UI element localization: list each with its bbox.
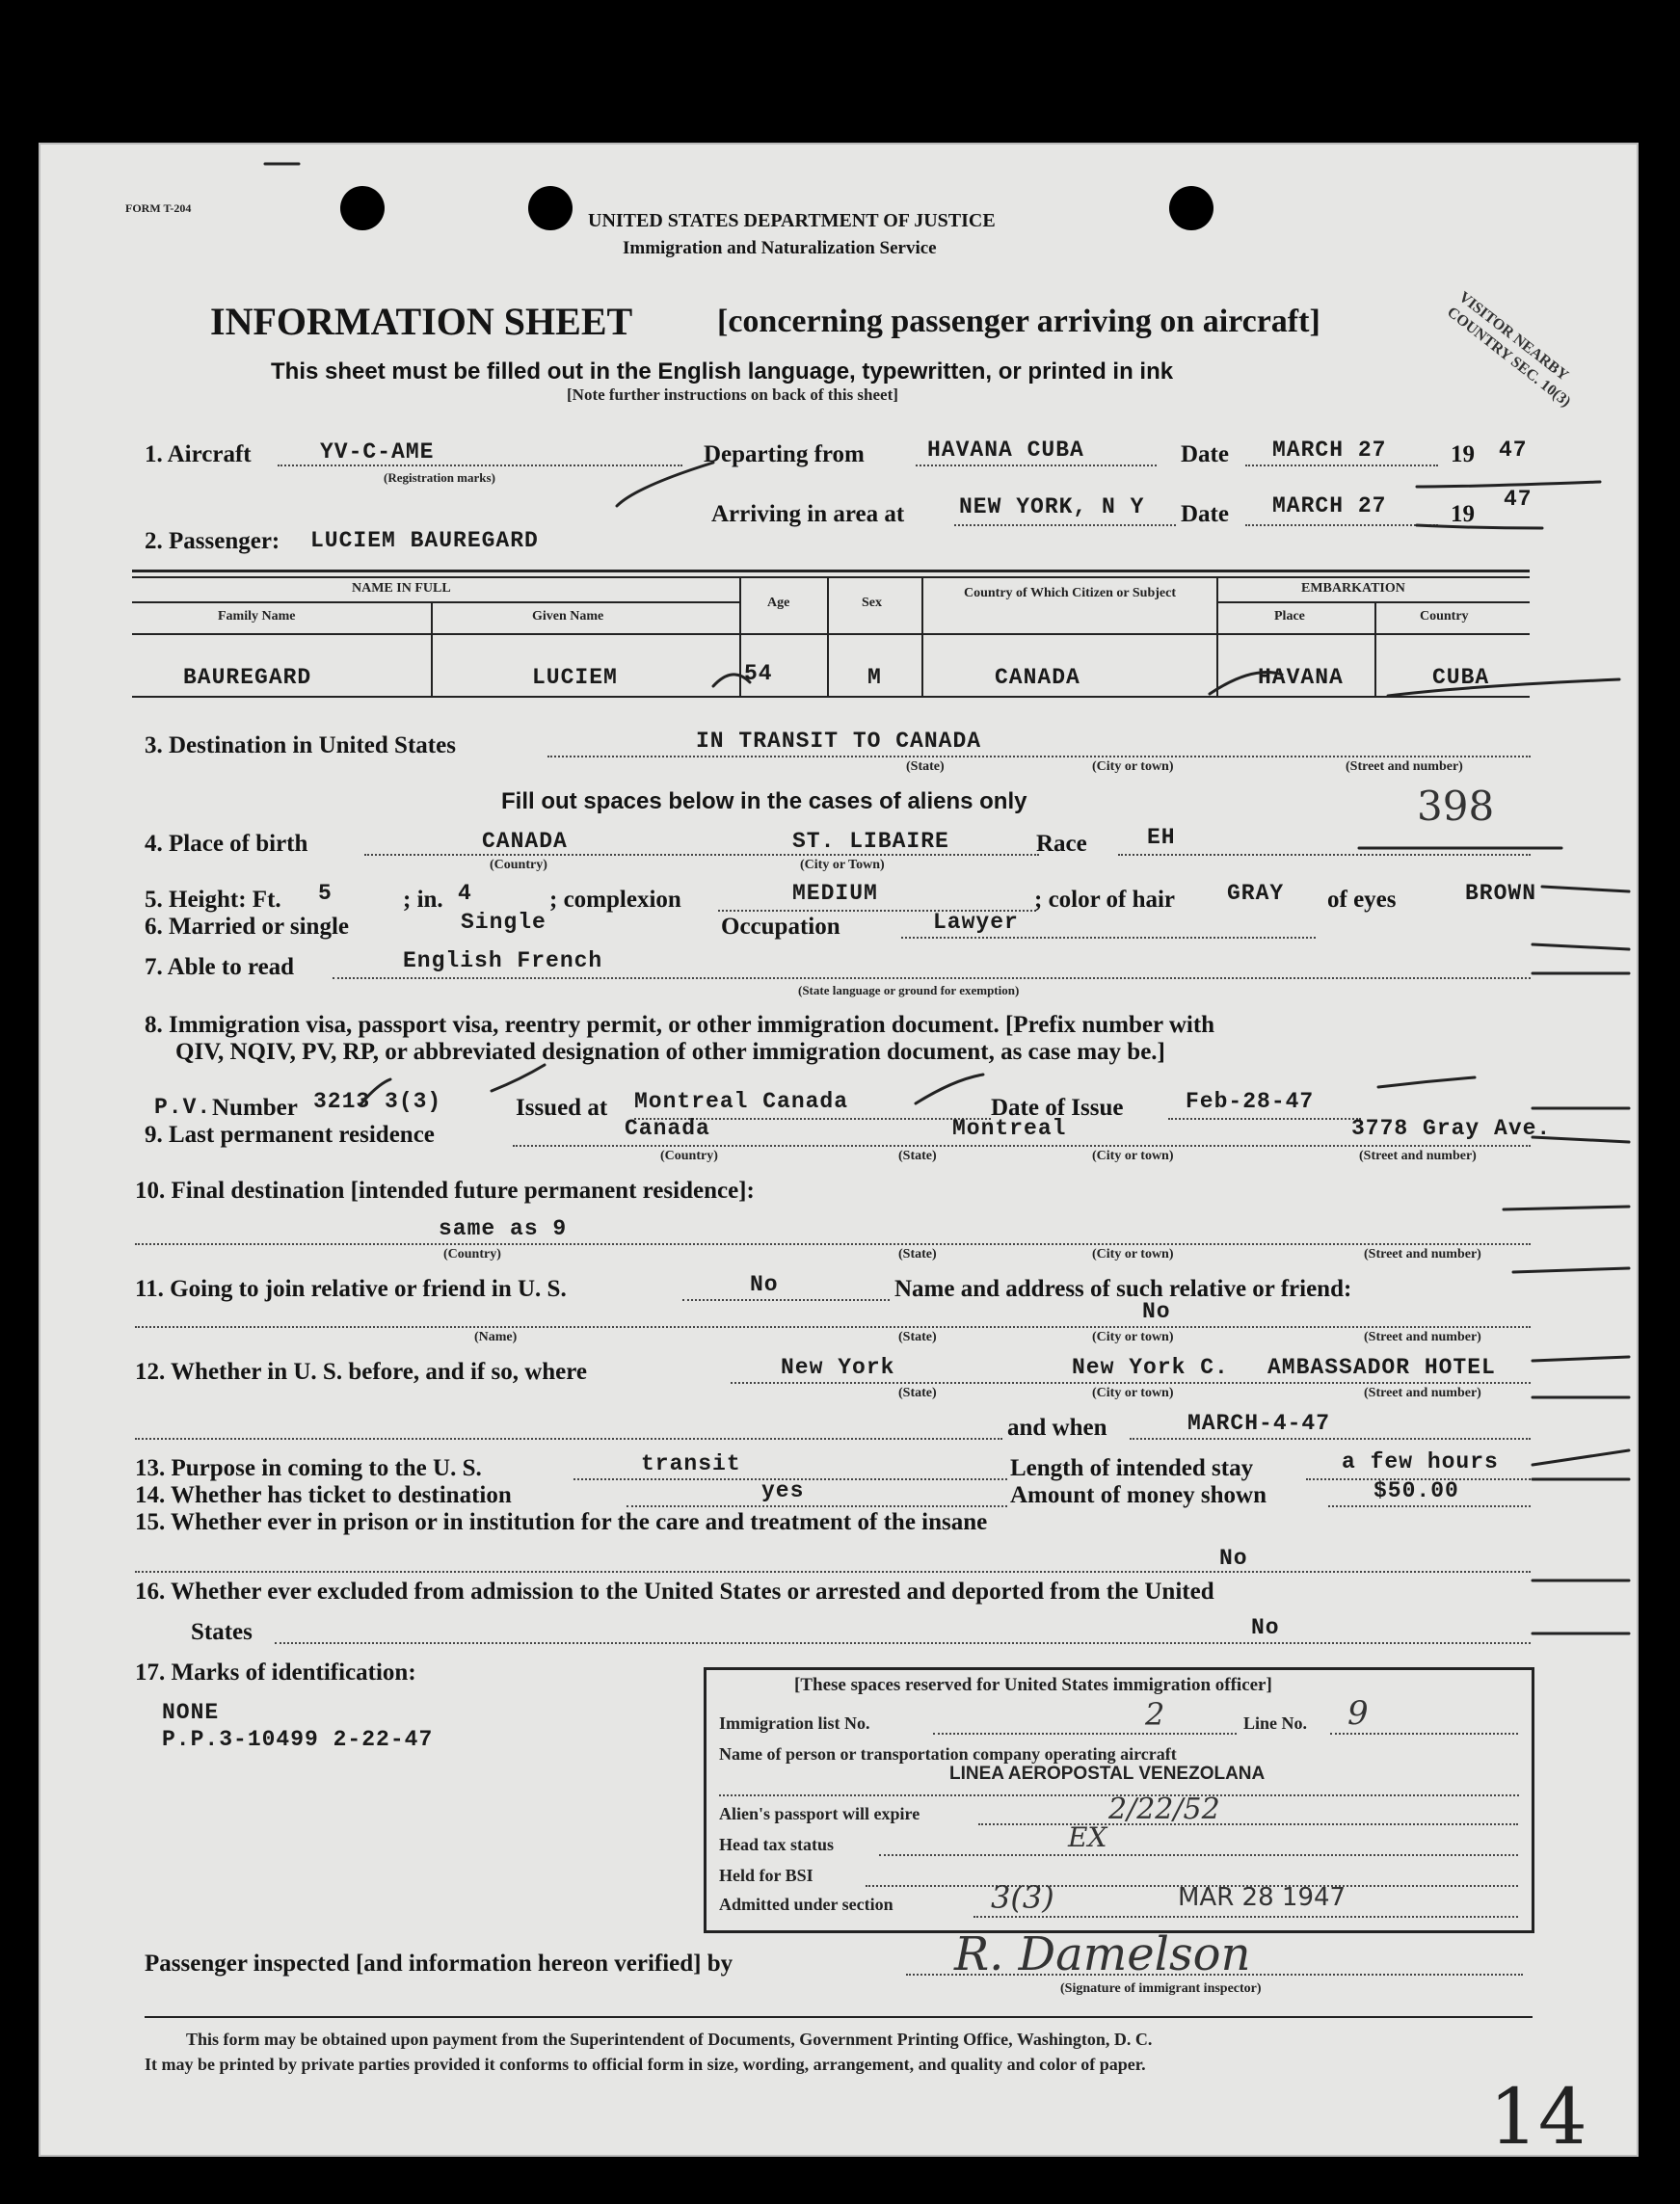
emb-place-value: HAVANA [1258, 665, 1344, 690]
hair-label: ; color of hair [1034, 887, 1176, 913]
form-count-value: 398 [1417, 783, 1495, 830]
money-value: $50.00 [1373, 1478, 1459, 1503]
doc-number-value: 3213 3(3) [313, 1089, 442, 1114]
agency-title: UNITED STATES DEPARTMENT OF JUSTICE [588, 210, 996, 231]
family-name-value: BAUREGARD [183, 665, 312, 690]
read-label: 7. Able to read [145, 954, 295, 980]
age-value: 54 [744, 661, 773, 686]
join-value: No [750, 1272, 779, 1297]
page-title: INFORMATION SHEET [210, 300, 633, 343]
birth-label: 4. Place of birth [145, 831, 308, 857]
service-title: Immigration and Naturalization Service [623, 238, 937, 258]
admitted-label: Admitted under section [719, 1895, 893, 1914]
page-number: 14 [1489, 2072, 1587, 2162]
doc-prefix-value: P.V. [154, 1095, 212, 1120]
number-label: Number [212, 1095, 298, 1121]
birth-country-value: CANADA [482, 829, 568, 854]
excluded-label-1: 16. Whether ever excluded from admission to the United States or arrested and deported from the United [135, 1579, 1214, 1605]
sex-value: M [867, 665, 882, 690]
embarkation-header: EMBARKATION [1301, 581, 1405, 596]
excluded-label-2: States [191, 1619, 253, 1645]
prev-city-value: New York C. [1072, 1355, 1229, 1380]
head-tax-value: EX [1068, 1821, 1107, 1853]
country-caption-9: (Country) [660, 1149, 718, 1163]
visa-label-2: QIV, NQIV, PV, RP, or abbreviated designation of other immigration document, as case may be.] [175, 1039, 1165, 1065]
name-addr-label: Name and address of such relative or friend: [894, 1276, 1352, 1302]
stay-value: a few hours [1342, 1449, 1499, 1474]
marks-value-2: P.P.3-10499 2-22-47 [162, 1727, 434, 1752]
head-tax-label: Head tax status [719, 1835, 835, 1854]
officer-box-title: [These spaces reserved for United States immigration officer] [794, 1675, 1272, 1695]
emb-country-value: CUBA [1432, 665, 1490, 690]
held-bsi-label: Held for BSI [719, 1866, 813, 1885]
marital-value: Single [461, 910, 547, 935]
footer-line-1: This form may be obtained upon payment from the Superintendent of Documents, Government Printing Office, Washington, D. C. [186, 2030, 1153, 2049]
state-caption-12: (State) [898, 1386, 937, 1400]
form-number: FORM T-204 [125, 201, 192, 215]
name-caption-11: (Name) [474, 1330, 518, 1344]
res-country-value: Canada [625, 1116, 710, 1141]
state-caption-10: (State) [898, 1247, 937, 1261]
city-caption-11: (City or town) [1092, 1330, 1174, 1344]
place-header: Place [1274, 609, 1305, 624]
prison-label: 15. Whether ever in prison or in institution for the care and treatment of the insane [135, 1509, 988, 1535]
final-dest-label: 10. Final destination [intended future permanent residence]: [135, 1178, 755, 1204]
street-caption-10: (Street and number) [1364, 1247, 1481, 1261]
arriving-value: NEW YORK, N Y [959, 494, 1145, 519]
visitor-stamp: VISITOR NEARBY COUNTRY SEC. 10(3) [1443, 288, 1574, 411]
state-caption-9: (State) [898, 1149, 937, 1163]
departing-value: HAVANA CUBA [927, 438, 1084, 463]
ticket-value: yes [761, 1478, 805, 1503]
eyes-label: of eyes [1327, 887, 1397, 913]
expire-value: 2/22/52 [1108, 1792, 1220, 1826]
prev-street-value: AMBASSADOR HOTEL [1267, 1355, 1496, 1380]
marks-label: 17. Marks of identification: [135, 1660, 416, 1686]
city-caption-12: (City or town) [1092, 1386, 1174, 1400]
imm-list-value: 2 [1145, 1696, 1165, 1733]
citizen-header: Country of Which Citizen or Subject [964, 586, 1176, 600]
age-header: Age [767, 596, 790, 610]
passport-expire-label: Alien's passport will expire [719, 1804, 920, 1823]
length-label: Length of intended stay [1010, 1455, 1254, 1481]
purpose-value: transit [641, 1451, 741, 1476]
city-caption-9: (City or town) [1092, 1149, 1174, 1163]
year-prefix-1: 19 [1451, 441, 1475, 467]
instruction-note: [Note further instructions on back of this sheet] [567, 385, 898, 404]
aliens-only-heading: Fill out spaces below in the cases of aliens only [501, 788, 1027, 814]
operator-value: LINEA AEROPOSTAL VENEZOLANA [949, 1764, 1266, 1784]
line-no-label: Line No. [1243, 1713, 1308, 1733]
line-no-value: 9 [1347, 1694, 1369, 1733]
date-label-2: Date [1181, 501, 1229, 527]
admit-date-stamp: MAR 28 1947 [1178, 1883, 1347, 1912]
purpose-label: 13. Purpose in coming to the U. S. [135, 1455, 482, 1481]
depart-year-value: 47 [1499, 438, 1528, 463]
final-dest-value: same as 9 [439, 1216, 568, 1241]
inch-label: ; in. [403, 887, 443, 913]
date-issue-label: Date of Issue [991, 1095, 1124, 1121]
eyes-value: BROWN [1465, 881, 1537, 906]
citizen-value: CANADA [995, 665, 1080, 690]
given-name-value: LUCIEM [532, 665, 618, 690]
in-us-label: 12. Whether in U. S. before, and if so, where [135, 1359, 587, 1385]
imm-list-label: Immigration list No. [719, 1713, 870, 1733]
footer-line-2: It may be printed by private parties provided it conforms to official form in size, wording, arrangement, and quality and color of paper. [145, 2055, 1146, 2074]
aircraft-label: 1. Aircraft [145, 441, 252, 467]
date-issue-value: Feb-28-47 [1186, 1089, 1315, 1114]
date-label-1: Date [1181, 441, 1229, 467]
money-label: Amount of money shown [1010, 1482, 1267, 1508]
occupation-label: Occupation [721, 914, 840, 940]
country-header: Country [1420, 609, 1469, 624]
prison-value: No [1219, 1546, 1248, 1571]
page-subtitle: [concerning passenger arriving on aircraft] [717, 304, 1320, 339]
height-label: 5. Height: Ft. [145, 887, 281, 913]
arrive-year-value: 47 [1504, 487, 1533, 512]
reg-marks-caption: (Registration marks) [384, 470, 495, 485]
issued-at-value: Montreal Canada [634, 1089, 849, 1114]
signature-caption: (Signature of immigrant inspector) [1060, 1981, 1262, 1996]
birth-city-value: ST. LIBAIRE [792, 829, 949, 854]
departing-label: Departing from [704, 441, 865, 467]
race-label: Race [1036, 831, 1087, 857]
passenger-label: 2. Passenger: [145, 528, 280, 554]
read-caption: (State language or ground for exemption) [798, 983, 1020, 997]
given-name-header: Given Name [532, 609, 604, 624]
year-prefix-2: 19 [1451, 501, 1475, 527]
aircraft-value: YV-C-AME [320, 439, 435, 465]
destination-value: IN TRANSIT TO CANADA [696, 729, 982, 754]
hair-value: GRAY [1227, 881, 1285, 906]
residence-label: 9. Last permanent residence [145, 1122, 435, 1148]
street-caption-12: (Street and number) [1364, 1386, 1481, 1400]
city-caption: (City or town) [1092, 759, 1174, 774]
join-label: 11. Going to join relative or friend in U. S. [135, 1276, 567, 1302]
and-when-label: and when [1007, 1415, 1107, 1441]
inspected-label: Passenger inspected [and information hereon verified] by [145, 1951, 733, 1977]
arriving-label: Arriving in area at [711, 501, 905, 527]
prev-state-value: New York [781, 1355, 895, 1380]
issued-at-label: Issued at [516, 1095, 608, 1121]
country-caption-4: (Country) [490, 858, 547, 872]
friend-value: No [1142, 1299, 1171, 1324]
sex-header: Sex [862, 596, 882, 610]
city-caption-10: (City or town) [1092, 1247, 1174, 1261]
complexion-value: MEDIUM [792, 881, 878, 906]
prev-when-value: MARCH-4-47 [1187, 1411, 1331, 1436]
height-in-value: 4 [458, 881, 472, 906]
destination-label: 3. Destination in United States [145, 732, 456, 758]
street-caption-9: (Street and number) [1359, 1149, 1477, 1163]
country-caption-10: (Country) [443, 1247, 501, 1261]
occupation-value: Lawyer [933, 910, 1019, 935]
passenger-value: LUCIEM BAUREGARD [310, 528, 539, 553]
family-name-header: Family Name [218, 609, 296, 624]
race-value: EH [1147, 825, 1176, 850]
street-caption-11: (Street and number) [1364, 1330, 1481, 1344]
street-caption: (Street and number) [1346, 759, 1463, 774]
operator-label: Name of person or transportation company operating aircraft [719, 1744, 1177, 1764]
name-in-full-header: NAME IN FULL [352, 581, 451, 596]
instruction-text: This sheet must be filled out in the English language, typewritten, or printed in ink [271, 358, 1174, 385]
state-caption: (State) [906, 759, 945, 774]
visa-label-1: 8. Immigration visa, passport visa, reentry permit, or other immigration document. [Prefix number with [145, 1012, 1215, 1038]
excluded-value: No [1251, 1615, 1280, 1640]
ticket-label: 14. Whether has ticket to destination [135, 1482, 512, 1508]
inspector-signature: R. Damelson [954, 1927, 1251, 1981]
city-town-caption-4: (City or Town) [800, 858, 885, 872]
section-value: 3(3) [991, 1879, 1054, 1916]
height-ft-value: 5 [318, 881, 333, 906]
read-value: English French [403, 948, 603, 973]
marks-value-1: NONE [162, 1700, 220, 1725]
state-caption-11: (State) [898, 1330, 937, 1344]
res-city-value: Montreal [952, 1116, 1067, 1141]
depart-date-value: MARCH 27 [1272, 438, 1387, 463]
complexion-label: ; complexion [549, 887, 681, 913]
arrive-date-value: MARCH 27 [1272, 493, 1387, 518]
married-label: 6. Married or single [145, 914, 349, 940]
res-street-value: 3778 Gray Ave. [1351, 1116, 1552, 1141]
